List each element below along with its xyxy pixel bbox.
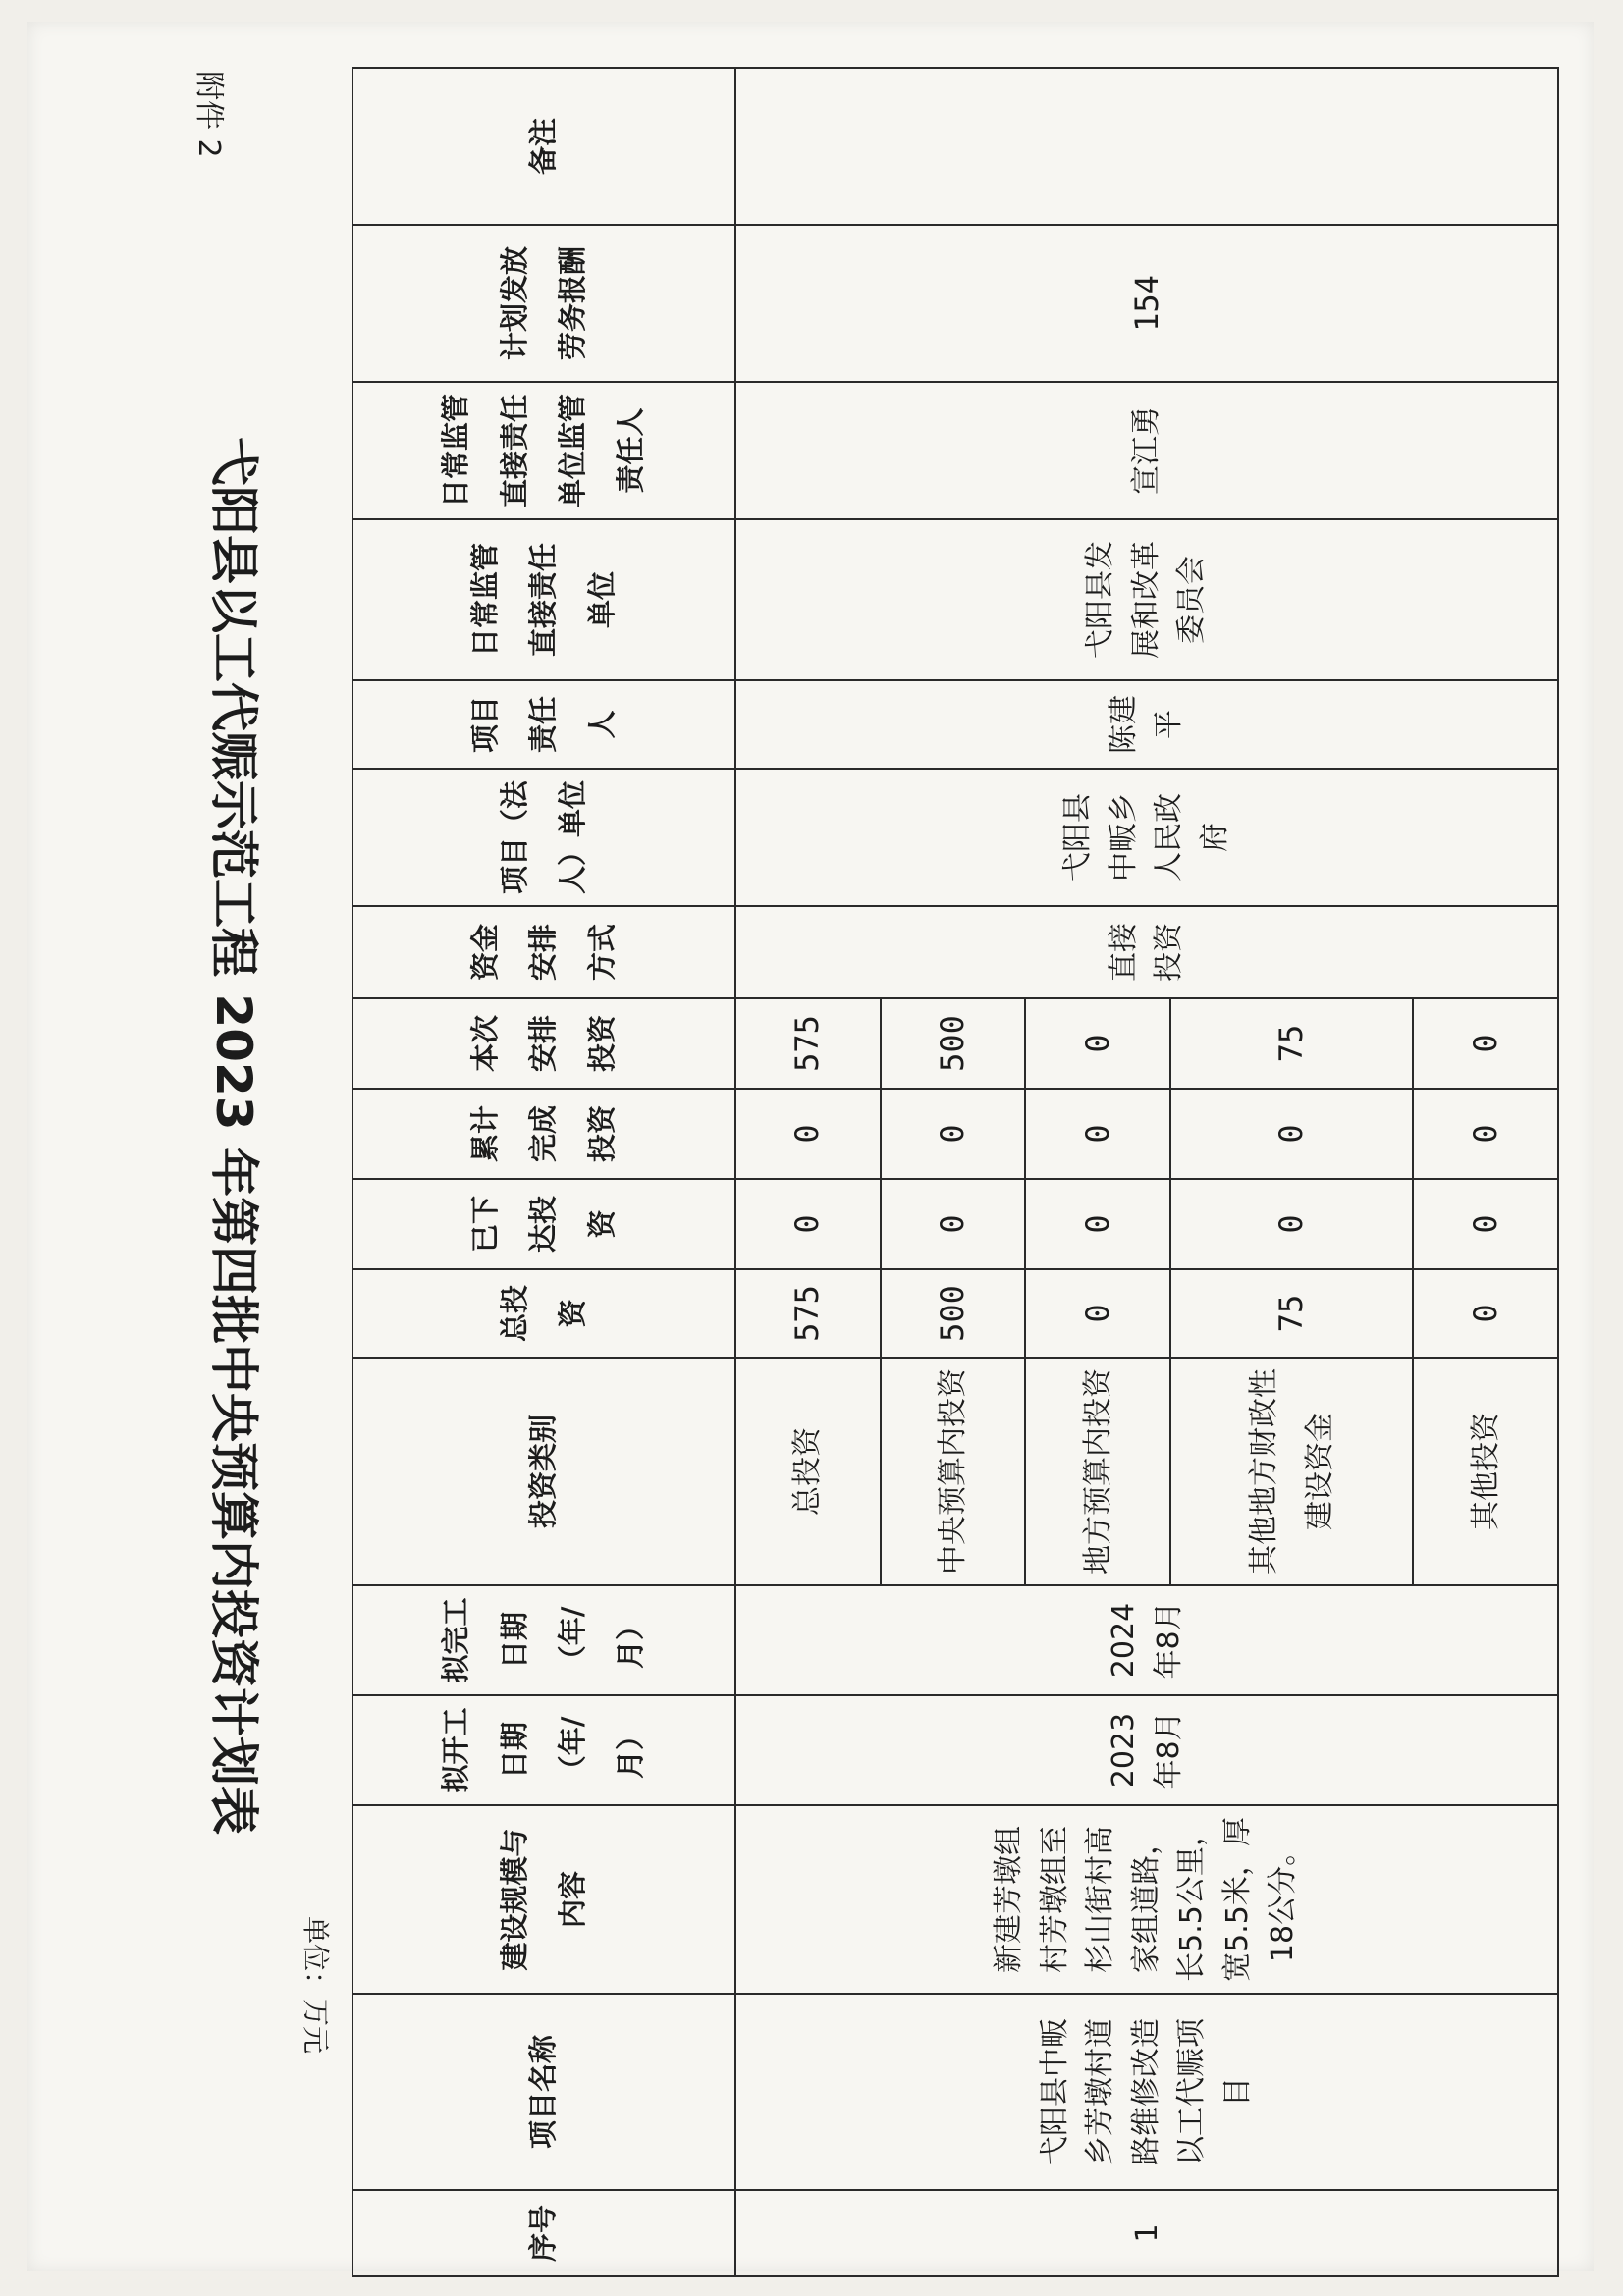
- header-issued: 已下达投资: [352, 1179, 735, 1269]
- cat-cell: 其他投资: [1413, 1358, 1558, 1585]
- unit-label: 单位：万元: [299, 1916, 332, 2055]
- this-time-cell: 0: [1413, 998, 1558, 1089]
- total-cell: 575: [735, 1269, 881, 1358]
- investment-table-wrap: [352, 67, 1559, 2263]
- issued-cell: 0: [1413, 1179, 1558, 1269]
- row-unit-legal: 弋阳县中畈乡人民政府: [735, 769, 1558, 906]
- rotated-document: [67, 51, 1623, 2263]
- row-labor: 154: [735, 225, 1558, 382]
- row-end: 2024年8月: [735, 1585, 1558, 1695]
- header-labor: 计划发放劳务报酬: [352, 225, 735, 382]
- row-scale: 新建芳墩组村芳墩组至杉山街村高家组道路，长5.5公里，宽5.5米，厚18公分。: [735, 1805, 1558, 1994]
- row-remark: [735, 68, 1558, 225]
- header-person: 项目责任人: [352, 680, 735, 769]
- completed-cell: 0: [881, 1089, 1026, 1179]
- issued-cell: 0: [881, 1179, 1026, 1269]
- header-remark: 备注: [352, 68, 735, 225]
- issued-cell: 0: [1170, 1179, 1413, 1269]
- row-name: 弋阳县中畈乡芳墩村道路维修改造以工代赈项目: [735, 1994, 1558, 2190]
- issued-cell: 0: [1025, 1179, 1170, 1269]
- header-category: 投资类别: [352, 1358, 735, 1585]
- row-method: 直接投资: [735, 906, 1558, 998]
- completed-cell: 0: [1170, 1089, 1413, 1179]
- header-start: 拟开工日期（年/月）: [352, 1695, 735, 1805]
- this-time-cell: 75: [1170, 998, 1413, 1089]
- header-method: 资金安排方式: [352, 906, 735, 998]
- total-cell: 0: [1025, 1269, 1170, 1358]
- row-supervisor-person: 宣江勇: [735, 382, 1558, 519]
- header-completed: 累计完成投资: [352, 1089, 735, 1179]
- this-time-cell: 575: [735, 998, 881, 1089]
- header-supervisor-unit: 日常监管直接责任单位: [352, 519, 735, 680]
- header-end: 拟完工日期（年/月）: [352, 1585, 735, 1695]
- completed-cell: 0: [1025, 1089, 1170, 1179]
- header-total: 总投资: [352, 1269, 735, 1358]
- cat-cell: 其他地方财政性建设资金: [1170, 1358, 1413, 1585]
- row-start: 2023年8月: [735, 1695, 1558, 1805]
- cat-cell: 地方预算内投资: [1025, 1358, 1170, 1585]
- row-supervisor-unit: 弋阳县发展和改革委员会: [735, 519, 1558, 680]
- investment-plan-table: [352, 67, 1559, 2277]
- header-scale: 建设规模与内容: [352, 1805, 735, 1994]
- header-seq: 序号: [352, 2190, 735, 2276]
- completed-cell: 0: [735, 1089, 881, 1179]
- row-person: 陈建平: [735, 680, 1558, 769]
- header-row: [352, 68, 735, 2276]
- completed-cell: 0: [1413, 1089, 1558, 1179]
- total-cell: 0: [1413, 1269, 1558, 1358]
- paper-sheet: [27, 22, 1594, 2271]
- header-name: 项目名称: [352, 1994, 735, 2190]
- cat-cell: 中央预算内投资: [881, 1358, 1026, 1585]
- total-cell: 500: [881, 1269, 1026, 1358]
- table-row: [735, 68, 881, 2276]
- cat-cell: 总投资: [735, 1358, 881, 1585]
- this-time-cell: 500: [881, 998, 1026, 1089]
- header-this-time: 本次安排投资: [352, 998, 735, 1089]
- attachment-label: 附件 2: [191, 71, 226, 158]
- this-time-cell: 0: [1025, 998, 1170, 1089]
- header-unit-legal: 项目（法人）单位: [352, 769, 735, 906]
- header-supervisor-person: 日常监管直接责任单位监管责任人: [352, 382, 735, 519]
- row-seq: 1: [735, 2190, 1558, 2276]
- total-cell: 75: [1170, 1269, 1413, 1358]
- issued-cell: 0: [735, 1179, 881, 1269]
- page-title: 弋阳县以工代赈示范工程 2023 年第四批中央预算内投资计划表: [205, 437, 262, 1835]
